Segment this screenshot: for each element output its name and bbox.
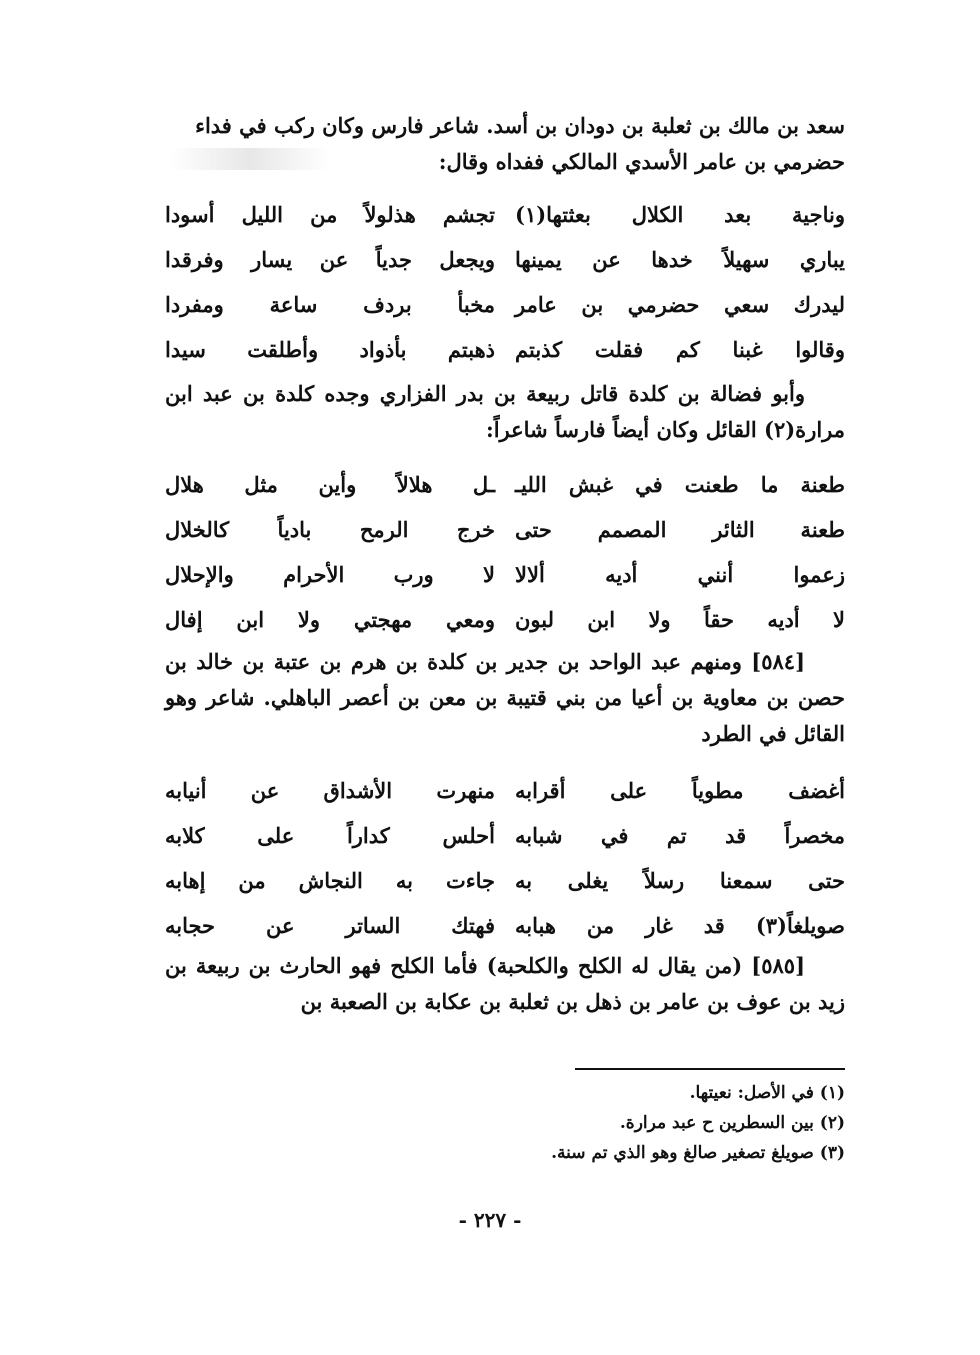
- footnote-separator: [575, 1068, 845, 1070]
- paragraph-text: [٥٨٥] (من يقال له الكلح والكلحبة) فأما الكلح فهو الحارث بن ربيعة بن زيد بن عوف بن عامر بن ذهل بن ثعلبة بن عكابة بن الصعبة بن: [165, 953, 845, 1014]
- intro-paragraph: [165, 108, 845, 180]
- poem-3: [165, 768, 845, 948]
- hemistich-second: ومعي مهجتي ولا ابن إفال: [165, 607, 495, 632]
- paragraph-584: [165, 644, 845, 752]
- hemistich-second: مخبأ بردف ساعة ومفردا: [165, 292, 495, 317]
- hemistich-second: فهتك الساتر عن حجابه: [165, 913, 495, 938]
- poem-3-verse: [165, 768, 845, 813]
- intro-line-1: سعد بن مالك بن ثعلبة بن دودان بن أسد. شاعر فارس وكان ركب في فداء: [195, 113, 845, 138]
- hemistich-second: جاءت به النجاش من إهابه: [165, 868, 495, 893]
- hemistich-first: مخصراً قد تم في شبابه: [515, 823, 845, 848]
- page-number: - ٢٢٧ -: [458, 1208, 522, 1232]
- poem-1-verse: [165, 237, 845, 282]
- hemistich-first: وقالوا غبنا كم فقلت كذبتم: [515, 337, 845, 362]
- poem-1-verse: [165, 282, 845, 327]
- hemistich-second: منهرت الأشداق عن أنيابه: [165, 778, 495, 803]
- poem-2-verse: [165, 597, 845, 642]
- poem-2-verse: [165, 507, 845, 552]
- paragraph-abu-fadala: [165, 376, 845, 448]
- hemistich-first: يباري سهيلاً خدها عن يمينها: [515, 247, 845, 272]
- paragraph-585: [165, 948, 845, 1020]
- hemistich-first: حتى سمعنا رسلاً يغلى به: [515, 868, 845, 893]
- hemistich-first: زعموا أنني أديه ألالا: [515, 562, 845, 587]
- poem-2: [165, 462, 845, 642]
- hemistich-second: أحلس كداراً على كلابه: [165, 823, 495, 848]
- paragraph-text: وأبو فضالة بن كلدة قاتل ربيعة بن بدر الفزاري وجده كلدة بن عبد ابن مرارة(٢) القائل وكان أيضاً فارساً شاعراً:: [165, 381, 845, 442]
- hemistich-second: ويجعل جدياً عن يسار وفرقدا: [165, 247, 495, 272]
- hemistich-second: لا ورب الأحرام والإحلال: [165, 562, 495, 587]
- poem-1-verse: [165, 192, 845, 237]
- poem-1: [165, 192, 845, 372]
- hemistich-first: وناجية بعد الكلال بعثتها(١): [515, 202, 845, 227]
- hemistich-first: طعنة ما طعنت في غبش الليـ: [515, 472, 845, 497]
- hemistich-first: أغضف مطوياً على أقرابه: [515, 778, 845, 803]
- hemistich-first: لا أديه حقاً ولا ابن لبون: [515, 607, 845, 632]
- paragraph-text: [٥٨٤] ومنهم عبد الواحد بن جدير بن كلدة بن هرم بن عتبة بن خالد بن حصن بن معاوية بن أعيا من بني قتيبة بن معن بن أعصر الباهلي. شاعر وهو القائل في الطرد: [165, 649, 845, 746]
- footnote-1: (١) في الأصل: نعيتها.: [689, 1083, 845, 1103]
- hemistich-second: ـل هلالاً وأين مثل هلال: [165, 472, 495, 497]
- footnote-3: (٣) صويلغ تصغير صالغ وهو الذي تم سنة.: [551, 1143, 845, 1163]
- hemistich-first: صويلغاً(٣) قد غار من هبابه: [515, 913, 845, 938]
- poem-3-verse: [165, 858, 845, 903]
- hemistich-second: خرج الرمح بادياً كالخلال: [165, 517, 495, 542]
- poem-3-verse: [165, 903, 845, 948]
- hemistich-first: طعنة الثائر المصمم حتى: [515, 517, 845, 542]
- hemistich-second: تجشم هذلولاً من الليل أسودا: [165, 202, 495, 227]
- poem-2-verse: [165, 462, 845, 507]
- poem-3-verse: [165, 813, 845, 858]
- intro-line-2: حضرمي بن عامر الأسدي المالكي ففداه وقال:: [438, 149, 845, 174]
- hemistich-second: ذهبتم بأذواد وأطلقت سيدا: [165, 337, 495, 362]
- footnotes: [345, 1078, 845, 1168]
- poem-1-verse: [165, 327, 845, 372]
- hemistich-first: ليدرك سعي حضرمي بن عامر: [515, 292, 845, 317]
- poem-2-verse: [165, 552, 845, 597]
- footnote-2: (٢) بين السطرين ح عبد مرارة.: [619, 1113, 845, 1133]
